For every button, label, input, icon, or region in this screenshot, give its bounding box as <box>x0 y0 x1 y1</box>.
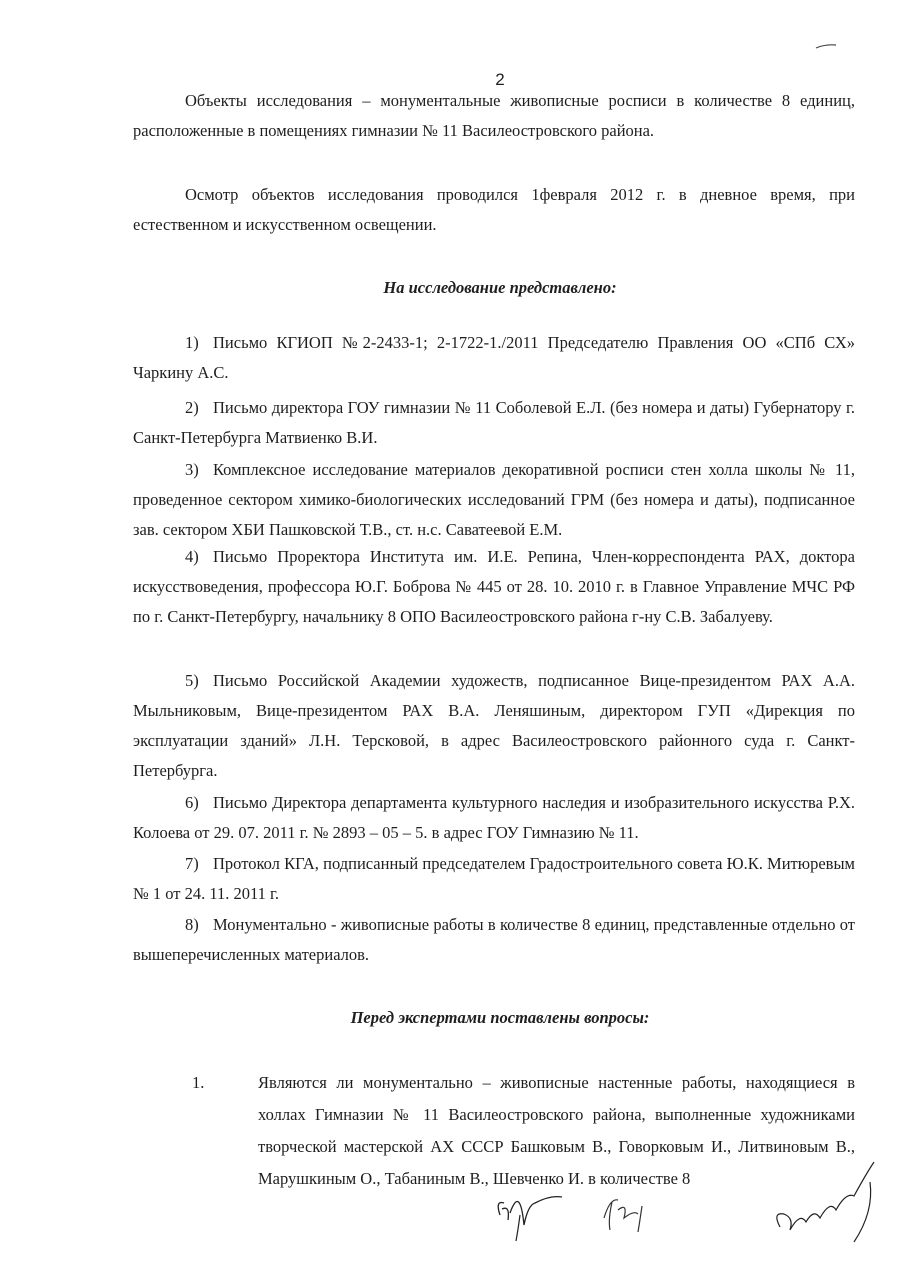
item-text: Письмо директора ГОУ гимназии № 11 Соболевой Е.Л. (без номера и даты) Губернатору г. Санкт-Петербурга Матвиенко В.И. <box>133 398 855 447</box>
page-number: 2 <box>495 70 505 89</box>
item-number: 6) <box>185 793 199 812</box>
signature-2 <box>598 1180 658 1245</box>
inspection-paragraph: Осмотр объектов исследования проводился 1февраля 2012 г. в дневное время, при естественном и искусственном освещении. <box>133 185 855 234</box>
list-item <box>133 455 855 545</box>
item-text: Письмо КГИОП №2-2433-1; 2-1722-1./2011 Председателю Правления ОО «СПб СХ» Чаркину А.С. <box>133 333 855 382</box>
signature-3 <box>770 1152 890 1257</box>
list-item <box>133 393 855 453</box>
question-text: Являются ли монументально – живописные настенные работы, находящиеся в холлах Гимназии № 11 Василеостровского района, выполненные художниками творческой мастерской АХ СССР Башковым В., Говорковым И., Литвиновым В., Марушкиным О., Табаниным В., Шевченко И. в количестве 8 <box>258 1073 855 1188</box>
item-text: Монументально - живописные работы в количестве 8 единиц, представленные отдельно от вышеперечисленных материалов. <box>133 915 855 964</box>
list-item <box>133 849 855 909</box>
item-number: 4) <box>185 547 199 566</box>
item-number: 5) <box>185 671 199 690</box>
list-item <box>133 542 855 632</box>
item-text: Письмо Проректора Института им. И.Е. Репина, Член-корреспондента РАХ, доктора искусствоведения, профессора Ю.Г. Боброва № 445 от 28. 10. 2010 г. в Главное Управление МЧС РФ по г. Санкт-Петербургу, начальнику 8 ОПО Василеостровского района г-ну С.В. Забалуеву. <box>133 547 855 626</box>
item-number: 8) <box>185 915 199 934</box>
item-text: Письмо Российской Академии художеств, подписанное Вице-президентом РАХ А.А. Мыльниковым, Вице-президентом РАХ В.А. Леняшиным, директором ГУП «Дирекция по эксплуатации зданий» Л.Н. Терсковой, в адрес Василеостровского районного суда г. Санкт-Петербурга. <box>133 671 855 780</box>
item-number: 1) <box>185 333 199 352</box>
item-text: Комплексное исследование материалов декоративной росписи стен холла школы № 11, проведенное сектором химико-биологических исследований ГРМ (без номера и даты), подписанное зав. сектором ХБИ Пашковской Т.В., ст. н.с. Саватеевой Е.М. <box>133 460 855 539</box>
item-number: 3) <box>185 460 199 479</box>
item-text: Протокол КГА, подписанный председателем Градостроительного совета Ю.К. Митюревым № 1 от 24. 11. 2011 г. <box>133 854 855 903</box>
item-number: 7) <box>185 854 199 873</box>
item-number: 2) <box>185 398 199 417</box>
objects-paragraph: Объекты исследования – монументальные живописные росписи в количестве 8 единиц, расположенные в помещениях гимназии № 11 Василеостровского района. <box>133 91 855 140</box>
question-number: 1. <box>192 1073 205 1092</box>
list-item <box>133 910 855 970</box>
signature-1 <box>490 1175 580 1250</box>
questions-heading: Перед экспертами поставлены вопросы: <box>350 1008 650 1027</box>
stray-pen-mark <box>815 36 837 54</box>
submitted-heading: На исследование представлено: <box>383 278 617 297</box>
list-item <box>133 788 855 848</box>
list-item <box>133 666 855 786</box>
item-text: Письмо Директора департамента культурного наследия и изобразительного искусства Р.Х. Колоева от 29. 07. 2011 г. № 2893 – 05 – 5. в адрес ГОУ Гимназию № 11. <box>133 793 855 842</box>
list-item <box>133 328 855 388</box>
